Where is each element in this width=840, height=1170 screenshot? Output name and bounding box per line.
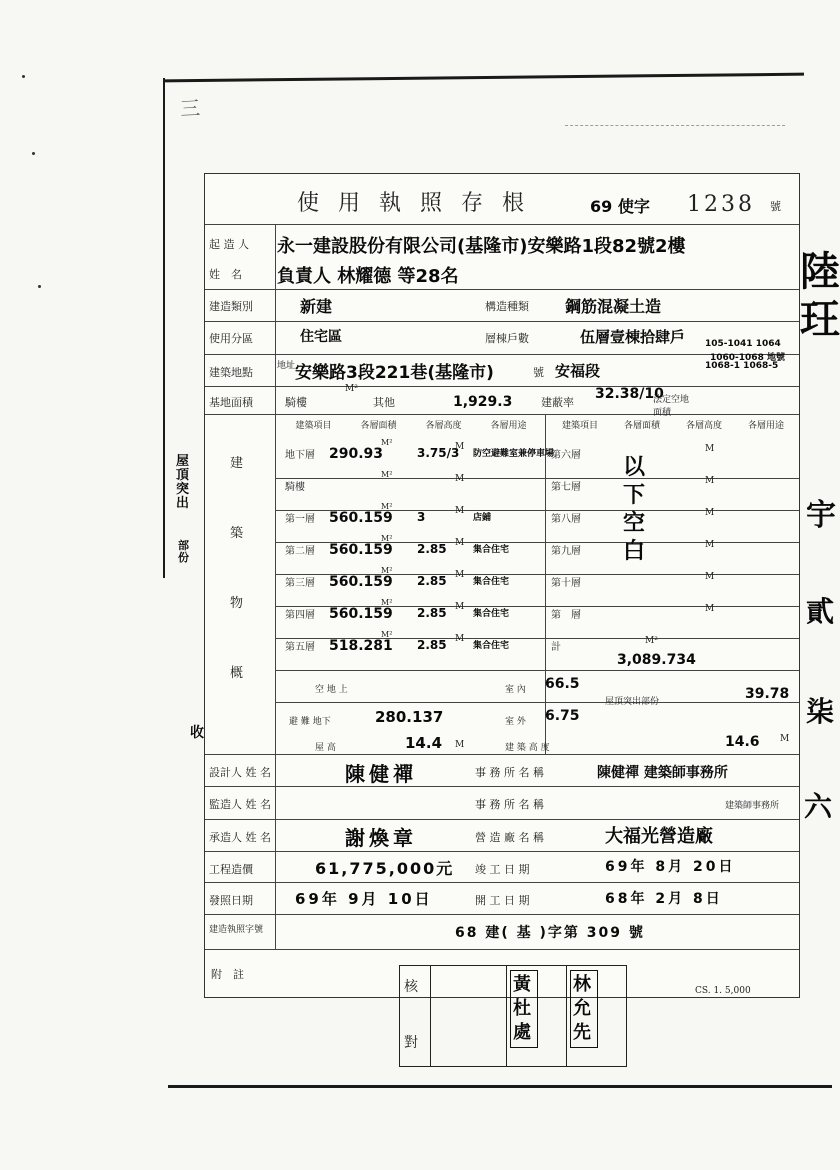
floor-height: 2.85 (417, 606, 447, 620)
site-value: 安樂路3段221巷(基隆市) (295, 363, 494, 383)
scan-edge-bottom (168, 1085, 832, 1088)
scan-speck (32, 152, 35, 155)
floor-height-unit: M (455, 602, 465, 612)
start-label: 開 工 日 期 (475, 894, 530, 907)
scan-edge-left (163, 78, 165, 578)
complete-label: 竣 工 日 期 (475, 863, 530, 876)
scan-edge-top (164, 73, 804, 83)
floor-height-unit: M (455, 474, 465, 484)
floor-use: 集合住宅 (473, 609, 510, 619)
year-label: 69 使字 (590, 197, 650, 216)
left-margin-note: 收 (190, 725, 204, 741)
permit-number: 1238 (687, 192, 755, 217)
right-floor-unit: M (705, 604, 715, 614)
floor-name: 第一層 (285, 514, 315, 525)
left-margin-note: 屋頂突出 (176, 454, 190, 511)
side-char: 陸 (800, 249, 840, 295)
floor-area-unit: M² (381, 598, 393, 607)
contractor-label: 承造人 姓 名 (209, 831, 271, 844)
floors-label: 層棟戶數 (485, 332, 529, 345)
floor-area-unit: M² (381, 470, 393, 479)
right-floor-name: 計 (551, 642, 561, 653)
basement-value: 280.137 (375, 708, 444, 726)
indoor-label: 室 內 (505, 685, 526, 695)
complete-date: 69年 8月 20日 (605, 859, 736, 875)
lots-note: 105-1041 1064 (705, 339, 781, 349)
structure-value: 鋼筋混凝土造 (565, 297, 662, 316)
arcade-unit: M² (345, 384, 358, 394)
floor-height-unit: M (455, 634, 465, 644)
floor-header-left: 建築項目 各層面積 各層高度 各層用途 (295, 421, 527, 431)
supervisor-label: 監造人 姓 名 (209, 798, 271, 811)
check-label: 核 (404, 979, 418, 995)
side-char: 貳 (806, 595, 835, 628)
right-floor-name: 第十層 (551, 578, 581, 589)
side-char: 六 (804, 790, 833, 823)
structure-label: 構造種類 (485, 300, 529, 313)
floor-use: 集合住宅 (473, 641, 510, 651)
other-label: 其他 (373, 396, 395, 409)
seal-stamp-2: 林 允 先 (570, 970, 598, 1048)
top-stamp-text: 三 (179, 95, 209, 121)
floor-height: 3.75/3 (417, 446, 460, 460)
floor-height-unit: M (455, 442, 465, 452)
floor-use: 集合住宅 (473, 545, 510, 555)
outdoor-value: 6.75 (545, 708, 580, 724)
cost-value: 61,775,000元 (315, 859, 455, 878)
form-title: 使 用 執 照 存 根 (297, 191, 530, 216)
print-code: CS. 1. 5,000 (695, 986, 751, 996)
floor-use: 集合住宅 (473, 577, 510, 587)
site-suffix: 號 (533, 366, 544, 379)
supervisor-office: 建築師事務所 (725, 801, 780, 811)
right-floor-name: 第九層 (551, 546, 581, 557)
site-prefix: 地址 (277, 361, 296, 371)
number-suffix: 號 (770, 200, 781, 213)
floor-height: 2.85 (417, 542, 447, 556)
floor-area-unit: M² (381, 502, 393, 511)
floor-height: 2.85 (417, 574, 447, 588)
void-label: 空 地 上 (315, 685, 348, 695)
blank-note: 以下空白 (623, 455, 646, 564)
designer-office: 陳健禪 建築師事務所 (597, 765, 728, 781)
legal-open-label: 法定空地面積 (653, 395, 690, 418)
cost-label: 工程造價 (209, 863, 253, 876)
lots-note: 1060-1068 地號 (710, 353, 785, 363)
right-floor-unit: M (705, 476, 715, 486)
designer-label: 設計人 姓 名 (209, 766, 271, 779)
floor-area: 518.281 (329, 638, 393, 654)
bldg-height-unit: M (780, 734, 790, 744)
lots-note: 1068-1 1068-5 (705, 361, 779, 371)
floor-height-unit: M (455, 538, 465, 548)
coverage-label: 建蔽率 (541, 396, 574, 409)
floor-header-right: 建築項目 各層面積 各層高度 各層用途 (561, 421, 784, 431)
name-value: 負責人 林耀德 等28名 (277, 266, 459, 287)
floor-name: 第五層 (285, 642, 315, 653)
pair-label: 對 (404, 1035, 418, 1051)
right-floor-unit: M² (645, 636, 658, 646)
floor-name: 騎樓 (285, 482, 305, 493)
corner-stamp (565, 125, 785, 161)
outdoor-label: 室 外 (505, 717, 526, 727)
roof-label: 屋頂突出部份 (605, 697, 660, 707)
floor-area: 290.93 (329, 446, 384, 462)
indoor-value: 66.5 (545, 676, 580, 692)
floor-area-unit: M² (381, 534, 393, 543)
total-area: 3,089.734 (617, 652, 696, 668)
bldg-height-label: 建 築 高 度 (505, 743, 550, 753)
side-char: 玨 (800, 297, 840, 343)
floors-value: 伍層壹棟拾肆戶 (580, 328, 686, 346)
floor-area-unit: M² (381, 566, 393, 575)
right-floor-name: 第六層 (551, 450, 581, 461)
right-floor-unit: M (705, 540, 715, 550)
permit-label: 建造執照字號 (209, 925, 264, 935)
type-value: 新建 (300, 297, 333, 316)
floor-use: 店鋪 (473, 513, 492, 523)
floor-name: 地下層 (285, 450, 315, 461)
zone-value: 住宅區 (300, 329, 342, 345)
applicant-label: 起 造 人 (209, 238, 249, 251)
site-district: 安福段 (555, 362, 601, 380)
floor-height: 2.85 (417, 638, 447, 652)
floor-name: 第三層 (285, 578, 315, 589)
height-unit: M (455, 740, 465, 750)
start-date: 68年 2月 8日 (605, 891, 723, 907)
basement-label: 避 難 地下 (289, 717, 331, 727)
height-value: 14.4 (405, 734, 443, 752)
office-label: 事 務 所 名 稱 (475, 766, 544, 779)
right-floor-unit: M (705, 572, 715, 582)
approval-box (399, 965, 627, 1067)
scan-speck (38, 285, 41, 288)
floor-name: 第四層 (285, 610, 315, 621)
floor-area: 560.159 (329, 510, 393, 526)
floor-area: 560.159 (329, 574, 393, 590)
site-label: 建築地點 (209, 366, 253, 379)
right-floor-unit: M (705, 444, 715, 454)
right-floor-unit: M (705, 508, 715, 518)
right-floor-name: 第八層 (551, 514, 581, 525)
bldg-height-value: 14.6 (725, 734, 760, 750)
floor-area: 560.159 (329, 542, 393, 558)
issue-label: 發照日期 (209, 894, 253, 907)
floor-name: 第二層 (285, 546, 315, 557)
other-value: 1,929.3 (453, 394, 513, 410)
floor-area-unit: M² (381, 438, 393, 447)
contractor-value: 謝煥章 (345, 826, 417, 850)
factory-label: 營 造 廠 名 稱 (475, 831, 544, 844)
height-label: 屋 高 (315, 743, 336, 753)
designer-value: 陳健禪 (345, 762, 417, 786)
building-side-label: 建 築 物 概 (230, 456, 244, 681)
arcade-label: 騎樓 (285, 396, 307, 409)
floor-height-unit: M (455, 506, 465, 516)
issue-date: 69年 9月 10日 (295, 890, 433, 908)
right-floor-name: 第 層 (551, 610, 581, 621)
side-char: 柒 (806, 695, 835, 728)
floor-area: 560.159 (329, 606, 393, 622)
floor-height-unit: M (455, 570, 465, 580)
permit-form (204, 173, 800, 998)
floor-area-unit: M² (381, 630, 393, 639)
zone-label: 使用分區 (209, 332, 253, 345)
coverage-value: 32.38/10 (595, 386, 664, 402)
left-margin-note: 部份 (178, 539, 189, 564)
factory-value: 大福光營造廠 (605, 826, 713, 847)
area-label: 基地面積 (209, 396, 253, 409)
floor-height: 3 (417, 510, 426, 524)
right-floor-name: 第七層 (551, 482, 581, 493)
name-label: 姓 名 (209, 268, 242, 281)
type-label: 建造類別 (209, 300, 253, 313)
scan-speck (22, 75, 25, 78)
side-char: 宇 (806, 498, 836, 533)
seal-stamp-1: 黃 杜 處 (510, 970, 538, 1048)
supervisor-office-label: 事 務 所 名 稱 (475, 798, 544, 811)
roof-value: 39.78 (745, 686, 790, 702)
floor-use: 防空避難室兼停車場 (473, 449, 555, 459)
applicant-value: 永一建設股份有限公司(基隆市)安樂路1段82號2樓 (277, 236, 686, 257)
note-label: 附 註 (211, 968, 244, 981)
permit-value: 68 建( 基 )字第 309 號 (455, 925, 645, 941)
